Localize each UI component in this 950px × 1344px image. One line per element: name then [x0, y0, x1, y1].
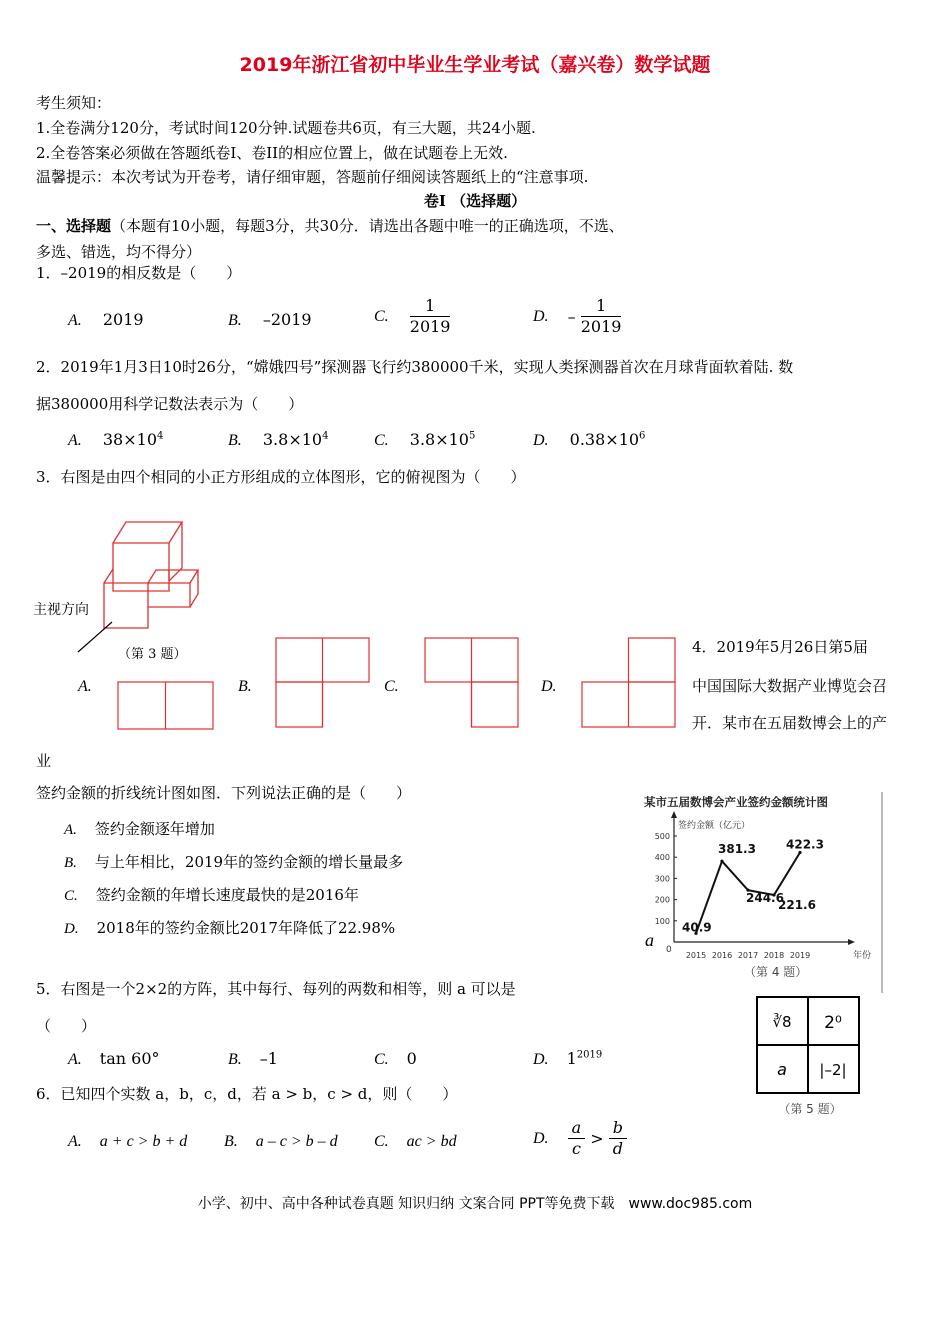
q4-stem-line3: 开．某市在五届数博会上的产: [692, 714, 888, 732]
q6-option-b: [224, 1131, 338, 1151]
chart-data-label: 221.6: [778, 898, 816, 913]
q6-a-text: a + c > b + d: [99, 1133, 188, 1150]
q6-option-c: [374, 1131, 457, 1151]
q2-a-base: 38×10: [102, 430, 157, 449]
q1-b-text: –2019: [262, 310, 312, 329]
q2-d-exp: 6: [639, 430, 646, 442]
q6-a-label: A.: [68, 1133, 82, 1150]
section-title: 卷Ⅰ （选择题）: [423, 192, 527, 210]
q2-option-b: [228, 430, 328, 450]
q3-option-d-label: [541, 676, 557, 696]
chart-y-arrow: [671, 811, 677, 818]
q2-b-base: 3.8×10: [262, 430, 323, 449]
q3-option-a-label: [78, 676, 92, 696]
chart-x-ticks: [686, 951, 810, 960]
q6-d-fraction-1: [568, 1118, 586, 1159]
q1-b-label: B.: [228, 312, 242, 329]
q5-a-text: tan 60°: [99, 1049, 160, 1068]
part1-desc: （本题有10小题，每题3分，共30分．请选出各题中唯一的正确选项，不选、: [111, 217, 624, 235]
q5-stem-line2: （ ）: [36, 1017, 97, 1035]
q2-option-c: [374, 430, 475, 450]
chart-data-label: 422.3: [786, 837, 824, 852]
chart-y-tick-label: 400: [654, 853, 670, 863]
page-footer: 小学、初中、高中各种试卷真题 知识归纳 文案合同 PPT等免费下载 www.doc985.com: [197, 1196, 753, 1212]
q6-option-a: [68, 1131, 187, 1151]
matrix-cell-2: 2⁰: [824, 1013, 842, 1033]
chart-data-label: 244.6: [746, 891, 784, 906]
q4-a-label: A.: [64, 822, 77, 838]
q6-d-op: >: [590, 1129, 604, 1148]
matrix-cell-3: a: [777, 1060, 787, 1079]
q4-b-text: 与上年相比，2019年的签约金额的增长量最多: [94, 853, 404, 871]
chart-data-point: [720, 860, 723, 863]
q6-option-d: [533, 1118, 627, 1159]
chart-y-tick-label: 300: [654, 874, 670, 884]
q6-d-den-2: d: [612, 1139, 624, 1158]
q4-d-label: D.: [64, 921, 79, 937]
q6-d-den-1: c: [571, 1139, 581, 1158]
q3-view-label: 主视方向: [33, 602, 89, 618]
q5-c-text: 0: [406, 1049, 417, 1068]
q5-option-b: [228, 1049, 278, 1069]
chart-x-tick-label: 2015: [685, 951, 707, 960]
q2-d-base: 0.38×10: [569, 430, 640, 449]
q4-option-b: [64, 851, 403, 872]
q2-stem-line1: 2．2019年1月3日10时26分，“嫦娥四号”探测器飞行约380000千米，实现人类探测器首次在月球背面软着陆. 数: [36, 358, 794, 376]
part1-heading: 一、选择题: [36, 217, 112, 235]
chart-x-arrow: [848, 939, 855, 945]
q4-stray-a: a: [645, 930, 654, 950]
q4-a-text: 签约金额逐年增加: [94, 820, 215, 838]
q2-option-d: [533, 430, 645, 450]
q2-b-exp: 4: [322, 430, 329, 442]
q3-b-label: B.: [238, 678, 252, 695]
chart-x-tick-label: 2018: [763, 951, 785, 960]
chart-data-label: 40.9: [682, 920, 712, 935]
q5-b-text: –1: [259, 1049, 278, 1068]
q6-d-label: D.: [533, 1130, 549, 1147]
q5-option-a: [68, 1049, 160, 1069]
q3-option-d-figure: [580, 636, 678, 730]
q2-c-base: 3.8×10: [409, 430, 469, 449]
q5-b-label: B.: [228, 1051, 242, 1068]
q1-d-numerator: 1: [581, 296, 622, 317]
chart-y-tick-label: 500: [654, 832, 670, 841]
chart-y-tick-label: 100: [654, 916, 670, 926]
q4-c-label: C.: [64, 888, 78, 904]
chart-value-labels: [682, 837, 824, 934]
q6-c-text: ac > bd: [406, 1133, 457, 1150]
q4-d-text: 2018年的签约金额比2017年降低了22.98%: [96, 919, 396, 937]
q4-b-label: B.: [64, 855, 77, 871]
q3-option-b-figure: [274, 636, 372, 730]
q1-c-fraction: [410, 296, 451, 337]
chart-xlabel: 年份: [853, 951, 872, 961]
view-direction-arrow: [78, 622, 112, 652]
q1-d-fraction: [581, 296, 622, 337]
q4-stem-line1: 4．2019年5月26日第5届: [692, 638, 868, 656]
notice-line-3: 温馨提示：本次考试为开卷考，请仔细审题，答题前仔细阅读答题纸上的“注意事项.: [36, 168, 589, 186]
q1-c-label: C.: [374, 308, 389, 325]
q4-stem-line5: 签约金额的折线统计图如图．下列说法正确的是（ ）: [36, 784, 412, 802]
matrix-cell-4: |–2|: [819, 1061, 847, 1079]
chart-data-label: 381.3: [718, 842, 756, 857]
q1-d-label: D.: [533, 308, 549, 325]
q3-c-label: C.: [384, 678, 399, 695]
q4-c-text: 签约金额的年增长速度最快的是2016年: [95, 886, 359, 904]
q3-option-c-label: [384, 676, 399, 696]
q2-c-label: C.: [374, 432, 389, 449]
notice-line-1: 1.全卷满分120分，考试时间120分钟.试题卷共6页，有三大题，共24小题.: [36, 119, 536, 137]
q3-a-label: A.: [78, 678, 92, 695]
q1-option-d: [533, 296, 621, 337]
q5-d-exp: 2019: [576, 1049, 603, 1061]
part1-desc-line1: [36, 215, 624, 236]
notice-heading: 考生须知：: [36, 94, 112, 112]
q5-c-label: C.: [374, 1051, 389, 1068]
q5-option-c: [374, 1049, 417, 1069]
q6-stem: 6．已知四个实数 a，b，c，d，若 a > b，c > d，则（ ）: [36, 1085, 458, 1103]
chart-x-tick-label: 2016: [711, 951, 733, 960]
q2-b-label: B.: [228, 432, 242, 449]
q2-option-a: [68, 430, 163, 450]
chart-ylabel: 签约金额（亿元）: [678, 821, 751, 831]
q2-a-exp: 4: [157, 430, 164, 442]
q4-option-c: [64, 884, 359, 905]
q6-c-label: C.: [374, 1133, 389, 1150]
q2-stem-line2: 据380000用科学记数法表示为（ ）: [36, 395, 304, 413]
q1-d-sign: –: [567, 307, 576, 326]
q6-b-text: a – c > b – d: [255, 1133, 338, 1150]
q5-d-base: 1: [566, 1049, 577, 1068]
chart-origin-label: 0: [666, 945, 672, 955]
q6-b-label: B.: [224, 1133, 238, 1150]
q2-c-exp: 5: [468, 430, 476, 442]
q3-stem: 3．右图是由四个相同的小正方形组成的立体图形，它的俯视图为（ ）: [36, 468, 526, 486]
chart-x-tick-label: 2019: [789, 951, 811, 960]
part1-desc-line2: 多选、错选，均不得分）: [36, 243, 202, 261]
q1-stem: 1．–2019的相反数是（ ）: [36, 264, 242, 282]
chart-x-tick-label: 2017: [737, 951, 759, 960]
q6-d-num-1: a: [568, 1118, 586, 1139]
q1-c-numerator: 1: [410, 296, 451, 317]
q3-option-a-figure: [116, 680, 216, 732]
q1-a-label: A.: [68, 312, 82, 329]
q1-a-text: 2019: [102, 310, 144, 329]
q2-d-label: D.: [533, 432, 549, 449]
q5-a-label: A.: [68, 1051, 82, 1068]
q5-stem-line1: 5．右图是一个2×2的方阵，其中每行、每列的两数和相等，则 a 可以是: [36, 980, 516, 998]
chart-y-tick-label: 200: [654, 895, 670, 905]
page-title: 2019年浙江省初中毕业生学业考试（嘉兴卷）数学试题: [239, 54, 711, 76]
q4-stem-line4: 业: [36, 752, 52, 770]
q4-line-chart: [640, 790, 885, 995]
q1-c-denominator: 2019: [409, 317, 451, 336]
chart-caption: （第 4 题）: [744, 965, 808, 979]
chart-title: 某市五届数博会产业签约金额统计图: [644, 795, 828, 809]
q1-d-denominator: 2019: [580, 317, 622, 336]
q2-a-label: A.: [68, 432, 82, 449]
q3-option-c-figure: [423, 636, 521, 730]
q4-option-a: [64, 818, 215, 839]
q3-option-b-label: [238, 676, 252, 696]
q1-option-a: [68, 310, 144, 330]
q5-figure-caption: （第 5 题）: [778, 1102, 842, 1116]
matrix-cell-1: ∛8: [772, 1013, 792, 1031]
notice-line-2: 2.全卷答案必须做在答题纸卷I、卷II的相应位置上，做在试题卷上无效.: [36, 144, 508, 162]
q4-stem-line2: 中国国际大数据产业博览会召: [692, 677, 888, 695]
q3-d-label: D.: [541, 678, 557, 695]
q1-option-b: [228, 310, 312, 330]
q1-option-c: [374, 296, 450, 337]
q5-option-d: [533, 1049, 602, 1069]
q5-matrix-figure: [755, 995, 865, 1120]
q5-d-label: D.: [533, 1051, 549, 1068]
q3-solid-figure: [30, 510, 230, 660]
q6-d-num-2: b: [609, 1118, 627, 1139]
q4-option-d: [64, 917, 395, 938]
q6-d-fraction-2: [609, 1118, 627, 1159]
q3-figure-caption: （第 3 题）: [118, 647, 187, 662]
